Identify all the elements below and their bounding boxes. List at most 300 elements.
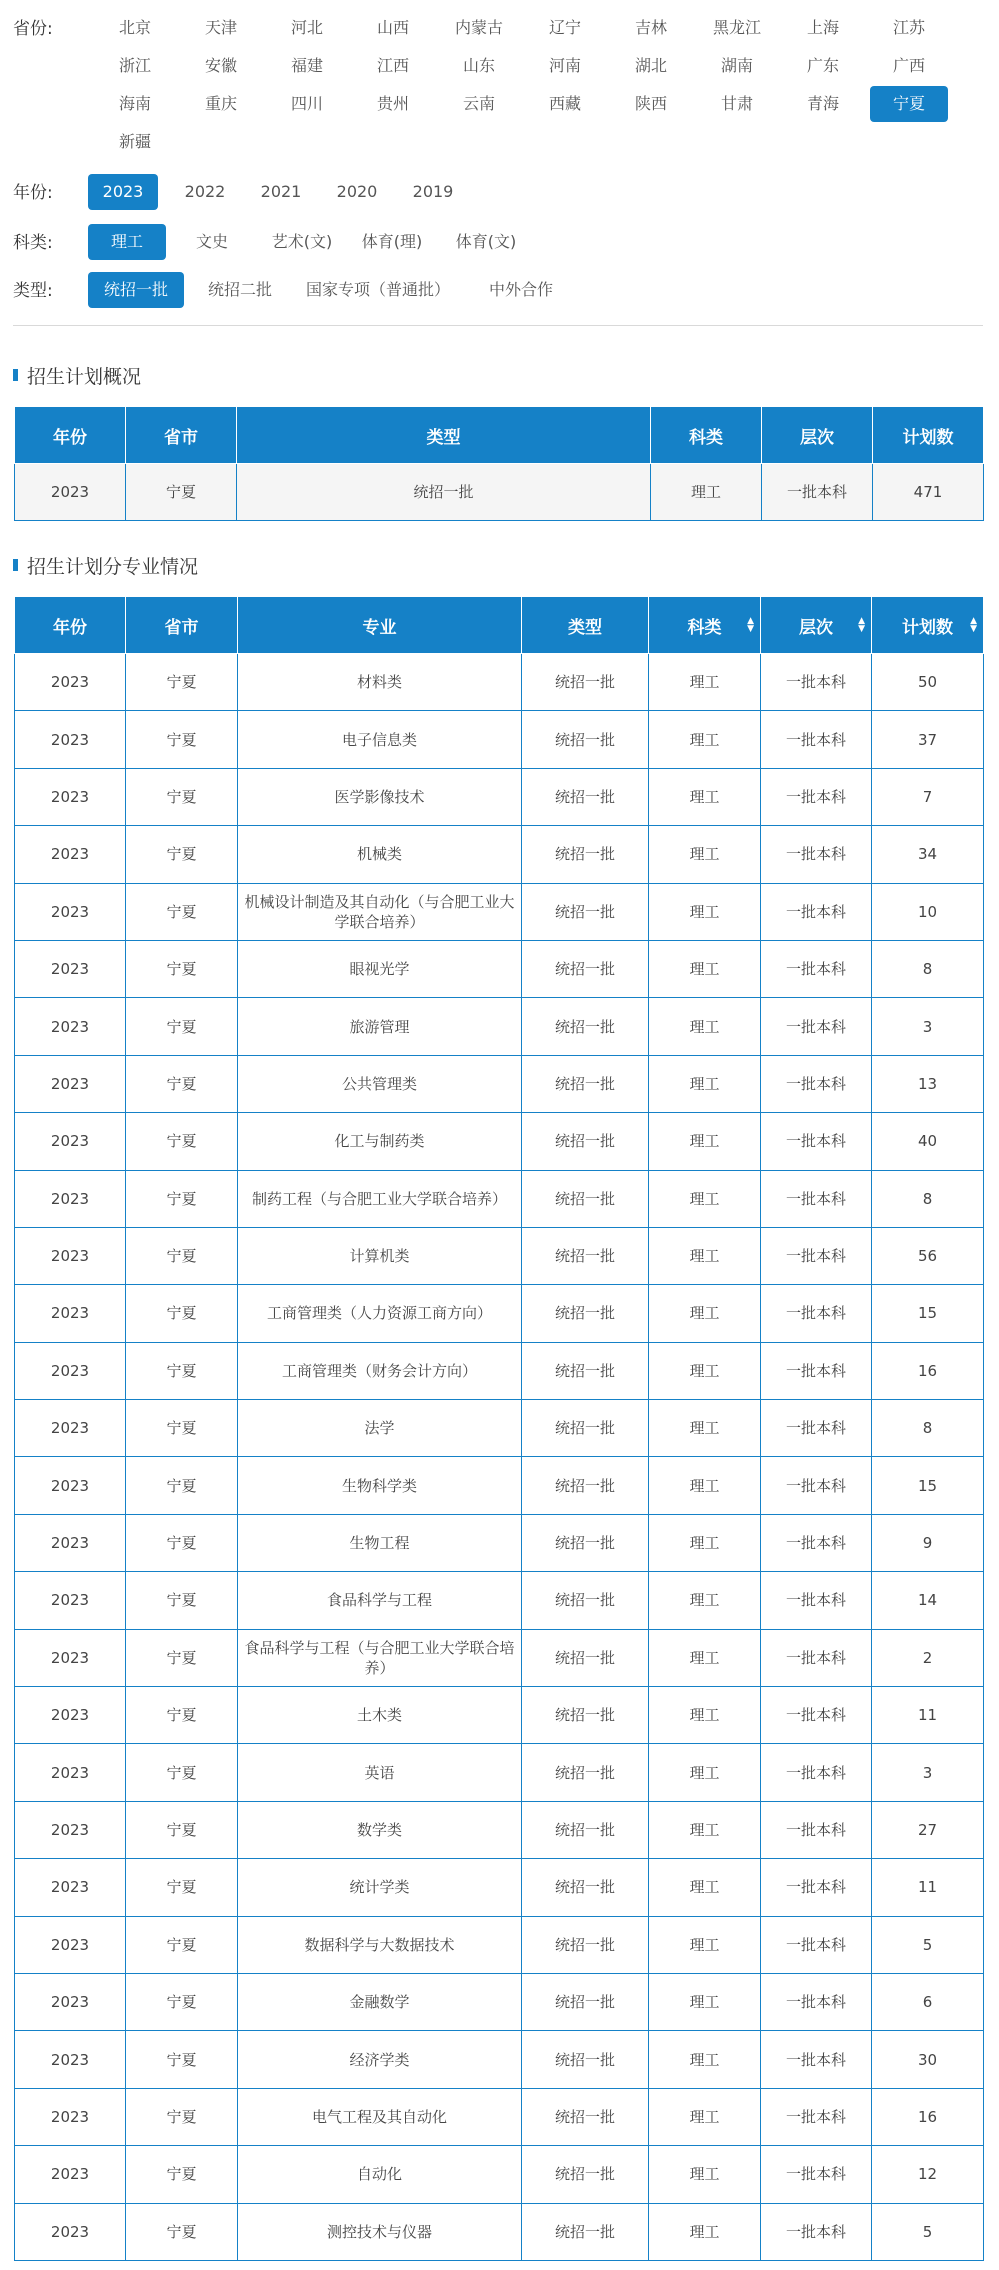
province-option[interactable]: 安徽: [204, 56, 237, 75]
table-cell: 2023: [15, 2031, 126, 2088]
overview-section-title: [13, 362, 141, 389]
section-marker-icon: [13, 369, 18, 381]
table-cell: 理工: [649, 883, 761, 940]
table-cell: 一批本科: [762, 464, 873, 521]
table-cell: 电子信息类: [238, 711, 522, 768]
column-header: [126, 597, 238, 654]
sort-arrows-icon[interactable]: ▲ ▼: [858, 616, 865, 634]
table-cell: 11: [872, 1687, 984, 1744]
table-cell: 统招一批: [522, 1400, 649, 1457]
table-cell: 统招一批: [522, 940, 649, 997]
type-option[interactable]: 统招二批: [207, 280, 272, 299]
table-cell: 生物科学类: [238, 1457, 522, 1514]
column-header-label: 省市: [164, 427, 198, 448]
table-row: [15, 1055, 984, 1112]
table-cell: 电气工程及其自动化: [238, 2088, 522, 2145]
table-cell: 理工: [649, 1572, 761, 1629]
subject-option[interactable]: 艺术(文): [271, 232, 333, 251]
province-option[interactable]: 广东: [806, 56, 839, 75]
table-cell: 宁夏: [126, 1572, 238, 1629]
table-cell: 理工: [649, 1400, 761, 1457]
table-cell: 统计学类: [238, 1859, 522, 1916]
table-cell: 一批本科: [761, 1113, 872, 1170]
table-cell: 16: [872, 2088, 984, 2145]
table-cell: 理工: [649, 1801, 761, 1858]
table-cell: 土木类: [238, 1687, 522, 1744]
table-row: [15, 464, 984, 521]
table-row: [15, 2088, 984, 2145]
table-cell: 37: [872, 711, 984, 768]
subject-option[interactable]: 体育(理): [361, 232, 423, 251]
province-option[interactable]: 青海: [806, 94, 839, 113]
table-cell: 2023: [15, 1342, 126, 1399]
table-cell: 宁夏: [126, 1916, 238, 1973]
table-cell: 2023: [15, 1801, 126, 1858]
table-cell: 宁夏: [126, 1514, 238, 1571]
table-cell: 机械类: [238, 826, 522, 883]
table-cell: 34: [872, 826, 984, 883]
table-cell: 10: [872, 883, 984, 940]
table-row: [15, 1285, 984, 1342]
table-cell: 宁夏: [126, 1859, 238, 1916]
table-cell: 统招一批: [522, 2031, 649, 2088]
table-row: [15, 1113, 984, 1170]
table-cell: 一批本科: [761, 1285, 872, 1342]
table-cell: 宁夏: [126, 1400, 238, 1457]
year-option[interactable]: 2020: [336, 182, 378, 201]
table-cell: 一批本科: [761, 1457, 872, 1514]
table-cell: 理工: [649, 1916, 761, 1973]
table-cell: 工商管理类（人力资源工商方向）: [238, 1285, 522, 1342]
table-row: [15, 998, 984, 1055]
table-cell: 宁夏: [126, 711, 238, 768]
province-option[interactable]: 海南: [118, 94, 151, 113]
table-cell: 5: [872, 2203, 984, 2260]
overview-table: [14, 406, 984, 521]
column-header-label: 年份: [53, 427, 87, 448]
table-cell: 2023: [15, 1973, 126, 2030]
column-header: [651, 407, 762, 464]
table-cell: 化工与制药类: [238, 1113, 522, 1170]
column-header: [873, 407, 984, 464]
table-cell: 15: [872, 1285, 984, 1342]
column-header-label: 科类: [687, 617, 722, 638]
table-cell: 理工: [649, 1687, 761, 1744]
column-header: [238, 597, 522, 654]
province-option[interactable]: 吉林: [634, 18, 667, 37]
table-cell: 50: [872, 654, 984, 711]
table-row: [15, 883, 984, 940]
table-cell: 统招一批: [522, 2146, 649, 2203]
table-cell: 一批本科: [761, 883, 872, 940]
table-cell: 13: [872, 1055, 984, 1112]
table-cell: 理工: [649, 1342, 761, 1399]
table-cell: 一批本科: [761, 1572, 872, 1629]
table-cell: 12: [872, 2146, 984, 2203]
column-header-label: 年份: [53, 617, 87, 638]
table-cell: 一批本科: [761, 1629, 872, 1686]
table-cell: 宁夏: [126, 464, 237, 521]
province-option[interactable]: 北京: [118, 18, 151, 37]
table-row: [15, 1227, 984, 1284]
table-cell: 制药工程（与合肥工业大学联合培养）: [238, 1170, 522, 1227]
table-cell: 理工: [649, 1629, 761, 1686]
table-cell: 统招一批: [522, 1687, 649, 1744]
table-cell: 宁夏: [126, 1055, 238, 1112]
column-header[interactable]: [872, 597, 984, 654]
table-cell: 眼视光学: [238, 940, 522, 997]
table-cell: 2023: [15, 654, 126, 711]
table-cell: 2023: [15, 1113, 126, 1170]
table-cell: 一批本科: [761, 1227, 872, 1284]
table-cell: 一批本科: [761, 998, 872, 1055]
table-row: [15, 1400, 984, 1457]
table-cell: 一批本科: [761, 1687, 872, 1744]
table-cell: 3: [872, 1744, 984, 1801]
sort-arrows-icon[interactable]: ▲ ▼: [970, 616, 977, 634]
table-cell: 理工: [649, 1285, 761, 1342]
table-cell: 6: [872, 1973, 984, 2030]
province-option[interactable]: 内蒙古: [454, 18, 503, 37]
majors-title-text: 招生计划分专业情况: [27, 556, 199, 578]
table-cell: 统招一批: [522, 654, 649, 711]
table-cell: 16: [872, 1342, 984, 1399]
table-cell: 理工: [649, 1744, 761, 1801]
province-option[interactable]: 山西: [376, 18, 409, 37]
table-row: [15, 711, 984, 768]
province-option[interactable]: 湖北: [634, 56, 667, 75]
table-cell: 数学类: [238, 1801, 522, 1858]
table-cell: 宁夏: [126, 1227, 238, 1284]
table-cell: 理工: [649, 826, 761, 883]
column-header: [237, 407, 651, 464]
table-cell: 一批本科: [761, 1801, 872, 1858]
province-option[interactable]: 黑龙江: [712, 18, 761, 37]
province-option[interactable]: 宁夏: [870, 86, 948, 122]
table-cell: 14: [872, 1572, 984, 1629]
table-cell: 一批本科: [761, 1859, 872, 1916]
table-cell: 统招一批: [522, 1801, 649, 1858]
column-header[interactable]: [649, 597, 761, 654]
table-cell: 一批本科: [761, 826, 872, 883]
column-header[interactable]: [761, 597, 872, 654]
table-cell: 统招一批: [522, 1457, 649, 1514]
table-cell: 2023: [15, 1400, 126, 1457]
table-cell: 理工: [649, 1514, 761, 1571]
table-cell: 一批本科: [761, 1342, 872, 1399]
subject-option[interactable]: 文史: [195, 232, 228, 251]
table-cell: 理工: [649, 1170, 761, 1227]
table-cell: 56: [872, 1227, 984, 1284]
table-cell: 宁夏: [126, 1113, 238, 1170]
table-cell: 数据科学与大数据技术: [238, 1916, 522, 1973]
province-option[interactable]: 陕西: [634, 94, 667, 113]
column-header-label: 类型: [568, 617, 602, 638]
table-cell: 27: [872, 1801, 984, 1858]
column-header: [522, 597, 649, 654]
table-cell: 宁夏: [126, 1629, 238, 1686]
year-label: 年份:: [13, 183, 53, 203]
column-header-label: 层次: [800, 427, 834, 448]
table-cell: 材料类: [238, 654, 522, 711]
sort-arrows-icon[interactable]: ▲ ▼: [747, 616, 754, 634]
type-option[interactable]: 国家专项（普通批）: [305, 280, 450, 299]
table-row: [15, 1572, 984, 1629]
table-cell: 理工: [649, 1859, 761, 1916]
column-header-label: 科类: [689, 427, 723, 448]
table-cell: 2023: [15, 1227, 126, 1284]
province-option[interactable]: 河北: [290, 18, 323, 37]
column-header: [762, 407, 873, 464]
province-option[interactable]: 新疆: [118, 132, 151, 151]
table-cell: 一批本科: [761, 2031, 872, 2088]
province-option[interactable]: 西藏: [548, 94, 581, 113]
subject-option[interactable]: 体育(文): [455, 232, 517, 251]
province-label: 省份:: [13, 19, 53, 39]
table-cell: 9: [872, 1514, 984, 1571]
table-cell: 宁夏: [126, 2031, 238, 2088]
table-cell: 2: [872, 1629, 984, 1686]
table-cell: 2023: [15, 1687, 126, 1744]
table-cell: 2023: [15, 826, 126, 883]
table-cell: 2023: [15, 998, 126, 1055]
column-header-label: 计划数: [902, 427, 954, 448]
table-cell: 15: [872, 1457, 984, 1514]
province-option[interactable]: 江西: [376, 56, 409, 75]
majors-table: [14, 596, 984, 2261]
table-cell: 理工: [649, 1055, 761, 1112]
column-header: [15, 407, 126, 464]
table-cell: 2023: [15, 1170, 126, 1227]
table-row: [15, 1973, 984, 2030]
province-option[interactable]: 江苏: [892, 18, 925, 37]
year-option[interactable]: 2022: [184, 182, 226, 201]
province-option[interactable]: 河南: [548, 56, 581, 75]
province-option[interactable]: 云南: [462, 94, 495, 113]
column-header: [15, 597, 126, 654]
table-cell: 理工: [649, 1973, 761, 2030]
year-option[interactable]: 2023: [88, 174, 158, 210]
table-cell: 11: [872, 1859, 984, 1916]
province-option[interactable]: 浙江: [118, 56, 151, 75]
table-cell: 统招一批: [522, 1113, 649, 1170]
table-row: [15, 768, 984, 825]
table-cell: 食品科学与工程（与合肥工业大学联合培养）: [238, 1629, 522, 1686]
table-cell: 2023: [15, 1055, 126, 1112]
table-cell: 理工: [649, 2088, 761, 2145]
table-cell: 8: [872, 940, 984, 997]
column-header-label: 层次: [799, 617, 833, 638]
subject-label: 科类:: [13, 233, 53, 253]
table-cell: 理工: [649, 940, 761, 997]
column-header-label: 类型: [426, 427, 461, 448]
table-cell: 一批本科: [761, 1514, 872, 1571]
year-option[interactable]: 2019: [412, 182, 454, 201]
table-cell: 一批本科: [761, 1744, 872, 1801]
column-header: [126, 407, 237, 464]
table-cell: 一批本科: [761, 2146, 872, 2203]
table-cell: 理工: [649, 2203, 761, 2260]
table-cell: 一批本科: [761, 768, 872, 825]
table-row: [15, 1457, 984, 1514]
table-cell: 统招一批: [522, 1916, 649, 1973]
table-cell: 理工: [649, 768, 761, 825]
table-cell: 宁夏: [126, 2146, 238, 2203]
table-cell: 统招一批: [522, 711, 649, 768]
table-cell: 3: [872, 998, 984, 1055]
table-cell: 一批本科: [761, 1170, 872, 1227]
majors-section-title: [13, 552, 198, 579]
province-option[interactable]: 上海: [806, 18, 839, 37]
table-cell: 一批本科: [761, 1055, 872, 1112]
table-cell: 统招一批: [522, 1342, 649, 1399]
table-cell: 统招一批: [522, 1859, 649, 1916]
table-cell: 2023: [15, 1285, 126, 1342]
table-cell: 食品科学与工程: [238, 1572, 522, 1629]
table-cell: 统招一批: [522, 1629, 649, 1686]
table-cell: 统招一批: [522, 1285, 649, 1342]
table-cell: 2023: [15, 1572, 126, 1629]
table-cell: 宁夏: [126, 1170, 238, 1227]
section-marker-icon: [13, 559, 18, 571]
overview-title-text: 招生计划概况: [27, 366, 142, 388]
table-cell: 8: [872, 1170, 984, 1227]
table-row: [15, 1342, 984, 1399]
table-cell: 统招一批: [522, 1055, 649, 1112]
table-cell: 宁夏: [126, 940, 238, 997]
table-cell: 2023: [15, 1514, 126, 1571]
province-option[interactable]: 重庆: [204, 94, 237, 113]
table-cell: 统招一批: [522, 1744, 649, 1801]
table-cell: 2023: [15, 1457, 126, 1514]
table-row: [15, 1859, 984, 1916]
table-cell: 宁夏: [126, 1973, 238, 2030]
subject-option[interactable]: 理工: [88, 224, 166, 260]
type-option[interactable]: 统招一批: [88, 272, 184, 308]
table-cell: 理工: [649, 1457, 761, 1514]
table-cell: 一批本科: [761, 1916, 872, 1973]
table-row: [15, 1170, 984, 1227]
table-cell: 工商管理类（财务会计方向）: [238, 1342, 522, 1399]
table-cell: 统招一批: [522, 826, 649, 883]
province-option[interactable]: 甘肃: [720, 94, 753, 113]
table-cell: 理工: [651, 464, 762, 521]
table-cell: 自动化: [238, 2146, 522, 2203]
table-cell: 40: [872, 1113, 984, 1170]
table-cell: 7: [872, 768, 984, 825]
table-cell: 理工: [649, 998, 761, 1055]
table-cell: 宁夏: [126, 1801, 238, 1858]
table-cell: 金融数学: [238, 1973, 522, 2030]
province-option[interactable]: 山东: [462, 56, 495, 75]
table-cell: 2023: [15, 883, 126, 940]
table-cell: 公共管理类: [238, 1055, 522, 1112]
table-cell: 宁夏: [126, 654, 238, 711]
table-cell: 统招一批: [522, 1572, 649, 1629]
table-cell: 8: [872, 1400, 984, 1457]
province-option[interactable]: 天津: [204, 18, 237, 37]
majors-header-row: [15, 597, 984, 654]
table-row: [15, 2203, 984, 2260]
table-cell: 宁夏: [126, 1342, 238, 1399]
table-cell: 法学: [238, 1400, 522, 1457]
table-cell: 宁夏: [126, 2088, 238, 2145]
province-option[interactable]: 广西: [892, 56, 925, 75]
table-cell: 统招一批: [522, 1170, 649, 1227]
filter-divider: [13, 325, 983, 326]
table-cell: 生物工程: [238, 1514, 522, 1571]
table-cell: 英语: [238, 1744, 522, 1801]
table-row: [15, 1687, 984, 1744]
table-cell: 宁夏: [126, 998, 238, 1055]
table-cell: 一批本科: [761, 711, 872, 768]
province-option[interactable]: 辽宁: [548, 18, 581, 37]
table-cell: 统招一批: [522, 1973, 649, 2030]
table-cell: 统招一批: [522, 768, 649, 825]
table-cell: 旅游管理: [238, 998, 522, 1055]
province-option[interactable]: 湖南: [720, 56, 753, 75]
table-cell: 医学影像技术: [238, 768, 522, 825]
table-row: [15, 940, 984, 997]
province-option[interactable]: 四川: [290, 94, 323, 113]
table-cell: 经济学类: [238, 2031, 522, 2088]
table-row: [15, 1801, 984, 1858]
table-row: [15, 1916, 984, 1973]
table-cell: 30: [872, 2031, 984, 2088]
table-cell: 统招一批: [522, 1514, 649, 1571]
table-cell: 统招一批: [522, 2203, 649, 2260]
table-cell: 理工: [649, 654, 761, 711]
table-cell: 5: [872, 1916, 984, 1973]
table-cell: 宁夏: [126, 1687, 238, 1744]
table-cell: 计算机类: [238, 1227, 522, 1284]
table-cell: 一批本科: [761, 654, 872, 711]
table-cell: 2023: [15, 2088, 126, 2145]
table-row: [15, 1629, 984, 1686]
table-cell: 2023: [15, 1916, 126, 1973]
table-cell: 统招一批: [522, 1227, 649, 1284]
table-cell: 理工: [649, 2031, 761, 2088]
province-option[interactable]: 贵州: [376, 94, 409, 113]
table-cell: 理工: [649, 2146, 761, 2203]
table-row: [15, 1744, 984, 1801]
table-row: [15, 654, 984, 711]
table-cell: 471: [873, 464, 984, 521]
table-cell: 宁夏: [126, 768, 238, 825]
type-label: 类型:: [13, 281, 53, 301]
overview-header-row: [15, 407, 984, 464]
table-cell: 2023: [15, 711, 126, 768]
table-cell: 宁夏: [126, 2203, 238, 2260]
table-cell: 2023: [15, 1744, 126, 1801]
table-cell: 2023: [15, 2203, 126, 2260]
table-cell: 统招一批: [522, 998, 649, 1055]
table-row: [15, 2031, 984, 2088]
column-header-label: 省市: [164, 617, 199, 638]
table-cell: 宁夏: [126, 826, 238, 883]
province-option[interactable]: 福建: [290, 56, 323, 75]
year-option[interactable]: 2021: [260, 182, 302, 201]
table-cell: 宁夏: [126, 1744, 238, 1801]
type-option[interactable]: 中外合作: [488, 280, 553, 299]
table-cell: 2023: [15, 940, 126, 997]
table-cell: 统招一批: [237, 464, 651, 521]
column-header-label: 专业: [362, 617, 397, 638]
table-cell: 统招一批: [522, 2088, 649, 2145]
table-row: [15, 2146, 984, 2203]
table-cell: 机械设计制造及其自动化（与合肥工业大学联合培养）: [238, 883, 522, 940]
table-cell: 2023: [15, 2146, 126, 2203]
